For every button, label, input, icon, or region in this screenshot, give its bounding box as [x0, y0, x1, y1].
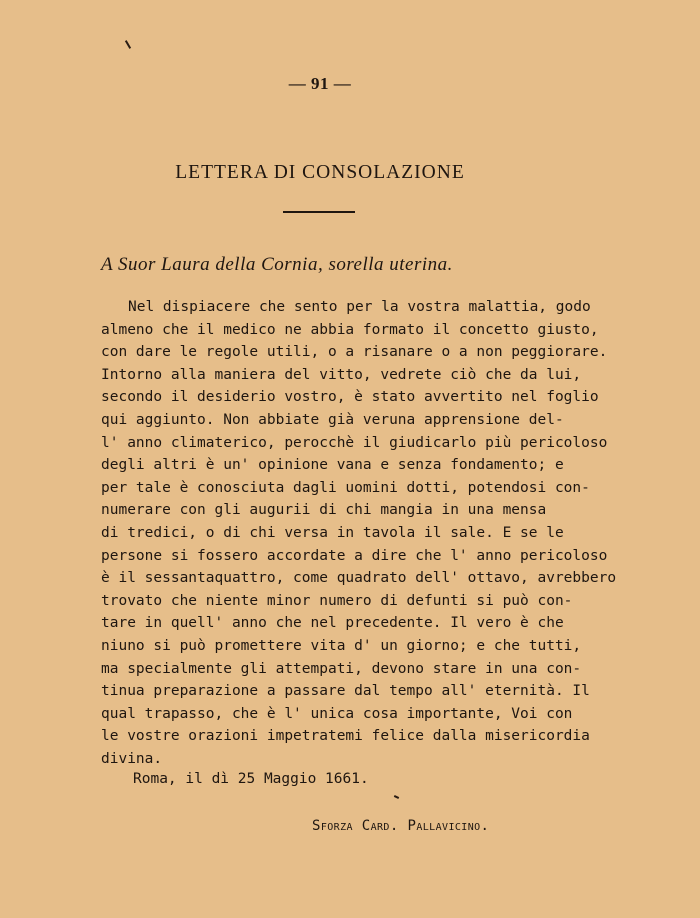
- body-line: ma specialmente gli attempati, devono stare in una con-: [101, 660, 582, 677]
- body-line: divina.: [101, 750, 163, 767]
- title-rule: [283, 211, 355, 213]
- body-line: è il sessantaquattro, come quadrato dell' ottavo, avrebbero: [101, 570, 617, 587]
- body-line: almeno che il medico ne abbia formato il concetto giusto,: [101, 321, 599, 338]
- body-line: degli altri è un' opinione vana e senza fondamento; e: [101, 457, 564, 474]
- body-line: niuno si può promettere vita d' un giorno; e che tutti,: [101, 637, 582, 654]
- body-line: numerare con gli augurii di chi mangia in una mensa: [101, 502, 547, 519]
- body-line: trovato che niente minor numero di defunti si può con-: [101, 592, 573, 609]
- letter-body: [101, 296, 617, 770]
- body-line: Intorno alla maniera del vitto, vedrete ciò che da lui,: [101, 366, 582, 383]
- body-line: tinua preparazione a passare dal tempo all' eternità. Il: [101, 683, 590, 700]
- addressee-line: A Suor Laura della Cornia, sorella uterina.: [101, 254, 453, 275]
- ink-speck: [394, 795, 399, 799]
- page-number: — 91 —: [288, 74, 352, 93]
- letter-title: LETTERA DI CONSOLAZIONE: [175, 162, 465, 183]
- body-line: per tale è conosciuta dagli uomini dotti, potendosi con-: [101, 479, 590, 496]
- body-line: secondo il desiderio vostro, è stato avvertito nel foglio: [101, 389, 599, 406]
- body-line: persone si fossero accordate a dire che l' anno pericoloso: [101, 547, 608, 564]
- body-line: Nel dispiacere che sento per la vostra malattia, godo: [128, 299, 591, 315]
- signature: Sforza Card. Pallavicino.: [312, 818, 490, 834]
- body-line: con dare le regole utili, o a risanare o a non peggiorare.: [101, 344, 608, 361]
- dateline: Roma, il dì 25 Maggio 1661.: [133, 771, 369, 787]
- ink-mark: [125, 40, 131, 49]
- body-line: l' anno climaterico, perocchè il giudicarlo più pericoloso: [101, 434, 608, 451]
- body-line: tare in quell' anno che nel precedente. Il vero è che: [101, 615, 564, 632]
- body-line: qual trapasso, che è l' unica cosa importante, Voi con: [101, 705, 573, 722]
- body-line: di tredici, o di chi versa in tavola il sale. E se le: [101, 524, 564, 541]
- body-line: qui aggiunto. Non abbiate già veruna apprensione del-: [101, 411, 564, 428]
- body-line: le vostre orazioni impetratemi felice dalla misericordia: [101, 728, 590, 745]
